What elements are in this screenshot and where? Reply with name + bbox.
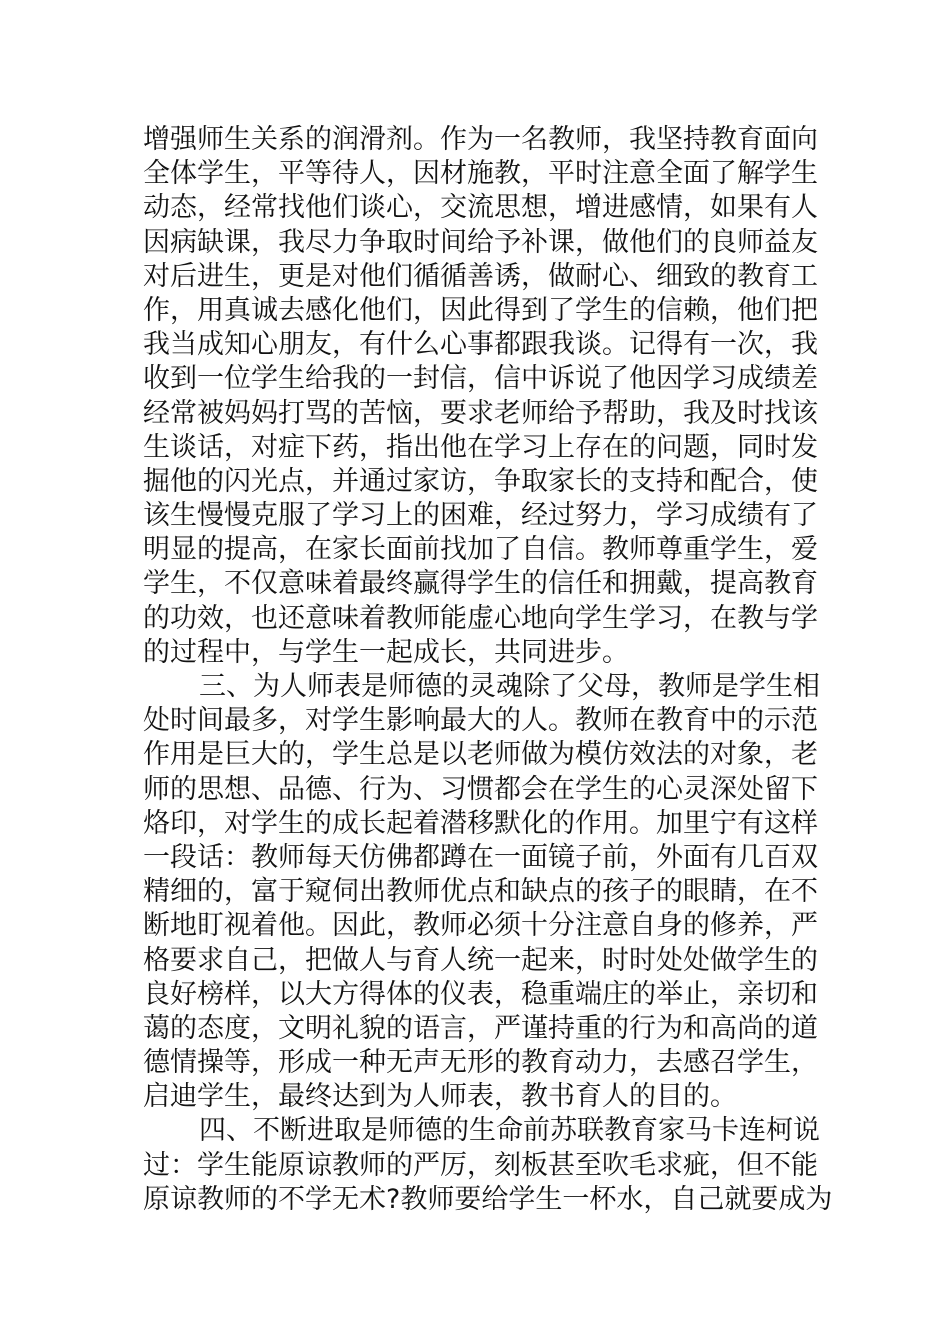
text-line: 精细的，富于窥伺出教师优点和缺点的孩子的眼睛，在不 bbox=[143, 876, 818, 908]
text-line: 断地盯视着他。因此，教师必须十分注意自身的修养，严 bbox=[143, 910, 818, 942]
text-line: 因病缺课，我尽力争取时间给予补课，做他们的良师益友 bbox=[143, 226, 818, 258]
text-line: 的功效，也还意味着教师能虚心地向学生学习，在教与学 bbox=[143, 602, 818, 634]
text-line: 我当成知心朋友，有什么心事都跟我谈。记得有一次，我 bbox=[143, 329, 818, 361]
text-line: 格要求自己，把做人与育人统一起来，时时处处做学生的 bbox=[143, 944, 818, 976]
text-line: 动态，经常找他们谈心，交流思想，增进感情，如果有人 bbox=[143, 192, 818, 224]
text-line: 师的思想、品德、行为、习惯都会在学生的心灵深处留下 bbox=[143, 773, 818, 805]
text-line: 掘他的闪光点，并通过家访，争取家长的支持和配合，使 bbox=[143, 465, 818, 497]
text-line: 全体学生，平等待人，因材施教，平时注意全面了解学生 bbox=[143, 158, 818, 190]
text-line: 处时间最多，对学生影响最大的人。教师在教育中的示范 bbox=[143, 705, 818, 737]
text-line: 学生，不仅意味着最终赢得学生的信任和拥戴，提高教育 bbox=[143, 568, 818, 600]
text-line: 过：学生能原谅教师的严厉，刻板甚至吹毛求疵，但不能 bbox=[143, 1149, 818, 1181]
text-line: 原谅教师的不学无术?教师要给学生一杯水，自己就要成为 bbox=[143, 1183, 833, 1215]
text-line: 对后进生，更是对他们循循善诱，做耐心、细致的教育工 bbox=[143, 260, 818, 292]
text-line: 一段话：教师每天仿佛都蹲在一面镜子前，外面有几百双 bbox=[143, 841, 818, 873]
text-line: 德情操等，形成一种无声无形的教育动力，去感召学生， bbox=[143, 1047, 818, 1079]
text-line: 明显的提高，在家长面前找加了自信。教师尊重学生，爱 bbox=[143, 534, 818, 566]
text-line: 蔼的态度，文明礼貌的语言，严谨持重的行为和高尚的道 bbox=[143, 1012, 818, 1044]
section-heading-line: 四、不断进取是师德的生命前苏联教育家马卡连柯说 bbox=[199, 1115, 820, 1147]
text-line: 良好榜样，以大方得体的仪表，稳重端庄的举止，亲切和 bbox=[143, 978, 818, 1010]
text-line: 作，用真诚去感化他们，因此得到了学生的信赖，他们把 bbox=[143, 294, 818, 326]
text-line: 启迪学生，最终达到为人师表，教书育人的目的。 bbox=[143, 1081, 737, 1113]
text-line: 作用是巨大的，学生总是以老师做为模仿效法的对象，老 bbox=[143, 739, 818, 771]
text-line: 的过程中，与学生一起成长，共同进步。 bbox=[143, 636, 629, 668]
text-line: 增强师生关系的润滑剂。作为一名教师，我坚持教育面向 bbox=[143, 124, 818, 155]
text-line: 生谈话，对症下药，指出他在学习上存在的问题，同时发 bbox=[143, 431, 818, 463]
body-text bbox=[143, 123, 833, 1217]
text-line: 该生慢慢克服了学习上的困难，经过努力，学习成绩有了 bbox=[143, 500, 818, 532]
text-line: 经常被妈妈打骂的苦恼，要求老师给予帮助，我及时找该 bbox=[143, 397, 818, 429]
section-heading-line: 三、为人师表是师德的灵魂除了父母，教师是学生相 bbox=[199, 671, 820, 702]
text-line: 收到一位学生给我的一封信，信中诉说了他因学习成绩差 bbox=[143, 363, 818, 395]
text-line: 烙印，对学生的成长起着潜移默化的作用。加里宁有这样 bbox=[143, 807, 818, 839]
